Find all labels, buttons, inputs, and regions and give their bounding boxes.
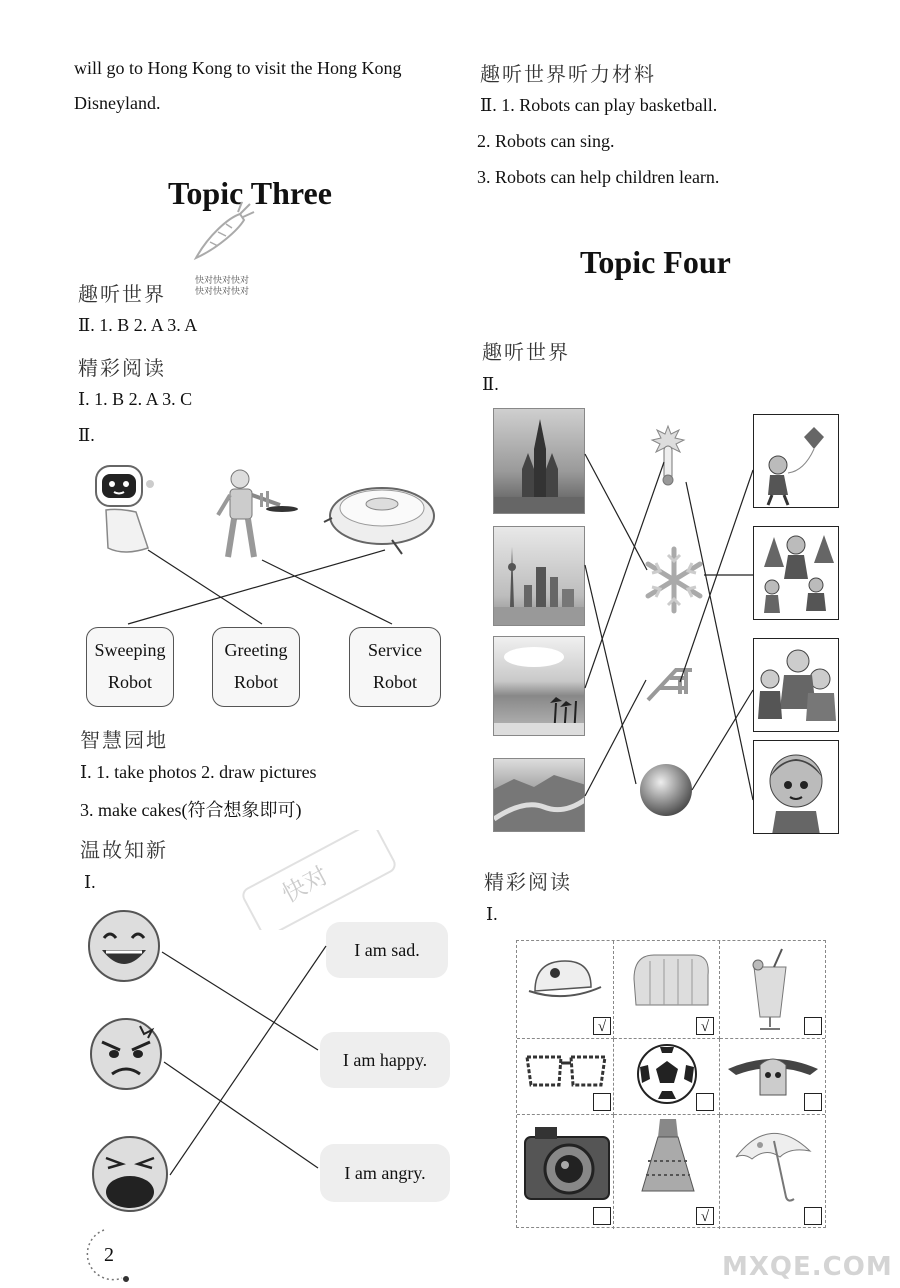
listening-material-title: 趣听世界听力材料 bbox=[480, 62, 656, 86]
reading-label-ii: Ⅱ. bbox=[78, 425, 95, 445]
line-sweeper-sweeping bbox=[128, 550, 385, 624]
section-heading-wisdom: 智慧园地 bbox=[80, 728, 168, 752]
sentence-happy: I am happy. bbox=[320, 1032, 450, 1088]
sentence-sad: I am sad. bbox=[326, 922, 448, 978]
section-heading-listening: 趣听世界 bbox=[78, 282, 166, 306]
wisdom-line-1: Ⅰ. 1. take photos 2. draw pictures bbox=[80, 762, 317, 782]
line-sun-family bbox=[692, 690, 753, 790]
robot-box-sweeping-line1: Sweeping bbox=[94, 640, 166, 660]
listening-line-2: 2. Robots can sing. bbox=[477, 131, 615, 151]
wisdom-line-2: 3. make cakes(符合想象即可) bbox=[80, 800, 302, 820]
line-happy-face bbox=[162, 952, 318, 1050]
review-label-i: Ⅰ. bbox=[84, 872, 96, 892]
intro-line-1: will go to Hong Kong to visit the Hong Kong bbox=[74, 58, 402, 78]
site-watermark: MXQE.COM bbox=[722, 1252, 893, 1282]
robot-box-greeting-line1: Greeting bbox=[224, 640, 288, 660]
robot-box-greeting-line2: Robot bbox=[233, 672, 278, 692]
listening-line-1: Ⅱ. 1. Robots can play basketball. bbox=[480, 95, 718, 115]
check-box-bread[interactable]: √ bbox=[696, 1017, 714, 1035]
watermark-text: 快对 bbox=[277, 861, 333, 909]
intro-line-2: Disneyland. bbox=[74, 93, 161, 113]
section-heading-reading: 精彩阅读 bbox=[78, 356, 166, 380]
topic-four-title: Topic Four bbox=[580, 244, 731, 280]
section-heading-reading-right: 精彩阅读 bbox=[484, 870, 572, 894]
reading-answers: Ⅰ. 1. B 2. A 3. C bbox=[78, 389, 193, 409]
line-thermometer-girl bbox=[686, 482, 753, 800]
robot-box-service-line2: Robot bbox=[372, 672, 417, 692]
robot-box-service-line1: Service bbox=[368, 640, 422, 660]
listening-answers: Ⅱ. 1. B 2. A 3. A bbox=[78, 315, 198, 335]
logo-caption-line-2: 快对快对快对 bbox=[195, 287, 250, 297]
listening-line-3: 3. Robots can help children learn. bbox=[477, 167, 720, 187]
section-heading-listening-right: 趣听世界 bbox=[482, 340, 570, 364]
section-heading-review: 温故知新 bbox=[80, 838, 168, 862]
line-beach-thermometer bbox=[585, 462, 664, 688]
line-sad-face bbox=[170, 946, 326, 1175]
line-wind-kite bbox=[680, 470, 753, 682]
check-box-dress[interactable]: √ bbox=[696, 1207, 714, 1225]
reading-label-i-right: Ⅰ. bbox=[486, 904, 498, 924]
page-number: 2 bbox=[104, 1244, 114, 1266]
topic-three-title: Topic Three bbox=[168, 175, 332, 211]
logo-caption-line-1: 快对快对快对 bbox=[195, 276, 250, 286]
listening-label-ii-right: Ⅱ. bbox=[482, 374, 499, 394]
robot-box-sweeping-line2: Robot bbox=[107, 672, 152, 692]
sentence-angry: I am angry. bbox=[320, 1144, 450, 1202]
line-angry-face bbox=[164, 1062, 318, 1168]
line-cathedral-snow bbox=[585, 454, 647, 570]
line-skyline-sun bbox=[585, 565, 636, 784]
check-box-cap[interactable]: √ bbox=[593, 1017, 611, 1035]
line-service-robot-service bbox=[262, 560, 392, 624]
